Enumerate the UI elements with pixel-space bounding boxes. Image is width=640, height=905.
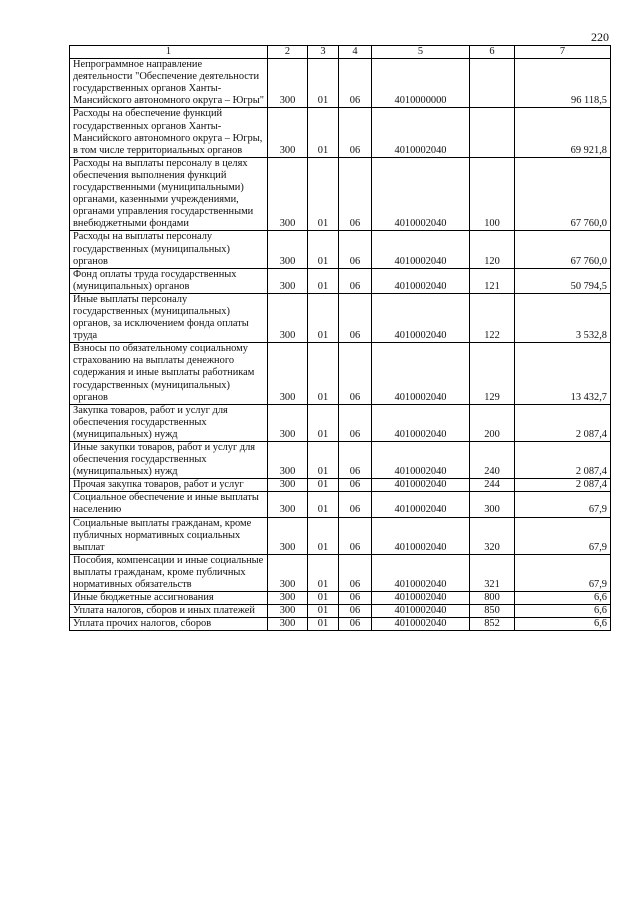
table-row <box>70 157 611 231</box>
row-csr-cell: 4010002040 <box>372 492 470 517</box>
row-name-cell: Пособия, компенсации и иные социальные выплаты гражданам, кроме публичных нормативных обязательств <box>70 554 268 591</box>
row-csr-cell: 4010002040 <box>372 108 470 157</box>
row-section-cell: 01 <box>308 343 339 404</box>
page-number: 220 <box>591 30 609 44</box>
row-subsection-cell: 06 <box>339 442 372 479</box>
row-sum-cell: 67 760,0 <box>515 231 611 268</box>
row-csr-cell: 4010002040 <box>372 343 470 404</box>
row-name-cell: Непрограммное направление деятельности "Обеспечение деятельности государственных органов Ханты-Мансийского автономного округа – Югры" <box>70 59 268 108</box>
row-section-cell: 01 <box>308 59 339 108</box>
table-row <box>70 268 611 293</box>
row-grbs-cell: 300 <box>268 517 308 554</box>
row-vr-cell <box>470 59 515 108</box>
row-section-cell: 01 <box>308 268 339 293</box>
table-row <box>70 554 611 591</box>
row-grbs-cell: 300 <box>268 404 308 441</box>
table-row <box>70 59 611 108</box>
table-row <box>70 492 611 517</box>
row-sum-cell: 6,6 <box>515 618 611 631</box>
row-name-cell: Иные закупки товаров, работ и услуг для обеспечения государственных (муниципальных) нужд <box>70 442 268 479</box>
row-subsection-cell: 06 <box>339 554 372 591</box>
row-grbs-cell: 300 <box>268 108 308 157</box>
table-row <box>70 404 611 441</box>
row-name-cell: Расходы на обеспечение функций государственных органов Ханты-Мансийского автономного округа – Югры, в том числе территориальных органов <box>70 108 268 157</box>
row-csr-cell: 4010002040 <box>372 157 470 231</box>
row-name-cell: Прочая закупка товаров, работ и услуг <box>70 479 268 492</box>
row-sum-cell: 96 118,5 <box>515 59 611 108</box>
row-subsection-cell: 06 <box>339 343 372 404</box>
row-section-cell: 01 <box>308 108 339 157</box>
row-name-cell: Иные выплаты персоналу государственных (муниципальных) органов, за исключением фонда оплаты труда <box>70 293 268 342</box>
row-vr-cell: 200 <box>470 404 515 441</box>
row-grbs-cell: 300 <box>268 479 308 492</box>
row-name-cell: Закупка товаров, работ и услуг для обеспечения государственных (муниципальных) нужд <box>70 404 268 441</box>
row-sum-cell: 3 532,8 <box>515 293 611 342</box>
row-csr-cell: 4010002040 <box>372 517 470 554</box>
row-vr-cell: 100 <box>470 157 515 231</box>
row-subsection-cell: 06 <box>339 108 372 157</box>
row-subsection-cell: 06 <box>339 231 372 268</box>
col-header-4: 4 <box>339 46 372 59</box>
row-csr-cell: 4010002040 <box>372 618 470 631</box>
header-row <box>70 46 611 59</box>
row-grbs-cell: 300 <box>268 618 308 631</box>
row-subsection-cell: 06 <box>339 268 372 293</box>
row-sum-cell: 67,9 <box>515 492 611 517</box>
row-subsection-cell: 06 <box>339 492 372 517</box>
row-csr-cell: 4010002040 <box>372 293 470 342</box>
row-sum-cell: 69 921,8 <box>515 108 611 157</box>
row-subsection-cell: 06 <box>339 479 372 492</box>
row-grbs-cell: 300 <box>268 554 308 591</box>
row-csr-cell: 4010002040 <box>372 605 470 618</box>
row-sum-cell: 67,9 <box>515 554 611 591</box>
row-name-cell: Расходы на выплаты персоналу государственных (муниципальных) органов <box>70 231 268 268</box>
row-subsection-cell: 06 <box>339 592 372 605</box>
table-row <box>70 108 611 157</box>
row-grbs-cell: 300 <box>268 268 308 293</box>
col-header-6: 6 <box>470 46 515 59</box>
table-row <box>70 231 611 268</box>
row-section-cell: 01 <box>308 618 339 631</box>
row-section-cell: 01 <box>308 231 339 268</box>
row-vr-cell: 129 <box>470 343 515 404</box>
row-section-cell: 01 <box>308 592 339 605</box>
row-csr-cell: 4010002040 <box>372 231 470 268</box>
row-vr-cell: 320 <box>470 517 515 554</box>
row-section-cell: 01 <box>308 554 339 591</box>
row-sum-cell: 2 087,4 <box>515 404 611 441</box>
row-section-cell: 01 <box>308 293 339 342</box>
table-row <box>70 618 611 631</box>
table-row <box>70 293 611 342</box>
row-section-cell: 01 <box>308 442 339 479</box>
row-name-cell: Фонд оплаты труда государственных (муниципальных) органов <box>70 268 268 293</box>
row-vr-cell <box>470 108 515 157</box>
row-vr-cell: 850 <box>470 605 515 618</box>
row-vr-cell: 121 <box>470 268 515 293</box>
row-sum-cell: 50 794,5 <box>515 268 611 293</box>
row-csr-cell: 4010002040 <box>372 404 470 441</box>
row-name-cell: Расходы на выплаты персоналу в целях обеспечения выполнения функций государственными (муниципальными) органами, казенными учреждениями, органами управления государственными внебюджетными фондами <box>70 157 268 231</box>
row-sum-cell: 13 432,7 <box>515 343 611 404</box>
row-grbs-cell: 300 <box>268 442 308 479</box>
row-vr-cell: 321 <box>470 554 515 591</box>
row-csr-cell: 4010002040 <box>372 554 470 591</box>
row-name-cell: Социальное обеспечение и иные выплаты населению <box>70 492 268 517</box>
row-name-cell: Взносы по обязательному социальному страхованию на выплаты денежного содержания и иные выплаты работникам государственных (муниципальных) органов <box>70 343 268 404</box>
row-csr-cell: 4010000000 <box>372 59 470 108</box>
row-subsection-cell: 06 <box>339 618 372 631</box>
col-header-2: 2 <box>268 46 308 59</box>
col-header-1: 1 <box>70 46 268 59</box>
row-grbs-cell: 300 <box>268 592 308 605</box>
row-subsection-cell: 06 <box>339 404 372 441</box>
row-vr-cell: 852 <box>470 618 515 631</box>
row-section-cell: 01 <box>308 404 339 441</box>
row-sum-cell: 2 087,4 <box>515 442 611 479</box>
row-grbs-cell: 300 <box>268 293 308 342</box>
table-row <box>70 479 611 492</box>
row-vr-cell: 300 <box>470 492 515 517</box>
row-vr-cell: 800 <box>470 592 515 605</box>
row-vr-cell: 120 <box>470 231 515 268</box>
row-grbs-cell: 300 <box>268 605 308 618</box>
row-subsection-cell: 06 <box>339 293 372 342</box>
row-vr-cell: 122 <box>470 293 515 342</box>
row-csr-cell: 4010002040 <box>372 268 470 293</box>
row-subsection-cell: 06 <box>339 59 372 108</box>
table-row <box>70 592 611 605</box>
row-grbs-cell: 300 <box>268 231 308 268</box>
row-grbs-cell: 300 <box>268 343 308 404</box>
row-sum-cell: 67 760,0 <box>515 157 611 231</box>
row-name-cell: Уплата налогов, сборов и иных платежей <box>70 605 268 618</box>
row-sum-cell: 2 087,4 <box>515 479 611 492</box>
row-subsection-cell: 06 <box>339 157 372 231</box>
row-csr-cell: 4010002040 <box>372 592 470 605</box>
row-grbs-cell: 300 <box>268 59 308 108</box>
row-section-cell: 01 <box>308 517 339 554</box>
row-vr-cell: 240 <box>470 442 515 479</box>
row-vr-cell: 244 <box>470 479 515 492</box>
row-section-cell: 01 <box>308 479 339 492</box>
row-subsection-cell: 06 <box>339 605 372 618</box>
row-section-cell: 01 <box>308 605 339 618</box>
row-section-cell: 01 <box>308 157 339 231</box>
row-grbs-cell: 300 <box>268 157 308 231</box>
row-grbs-cell: 300 <box>268 492 308 517</box>
row-csr-cell: 4010002040 <box>372 442 470 479</box>
table-row <box>70 343 611 404</box>
row-name-cell: Социальные выплаты гражданам, кроме публичных нормативных социальных выплат <box>70 517 268 554</box>
table-row <box>70 442 611 479</box>
table-row <box>70 605 611 618</box>
row-sum-cell: 6,6 <box>515 592 611 605</box>
table-row <box>70 517 611 554</box>
col-header-3: 3 <box>308 46 339 59</box>
row-sum-cell: 6,6 <box>515 605 611 618</box>
row-name-cell: Уплата прочих налогов, сборов <box>70 618 268 631</box>
row-sum-cell: 67,9 <box>515 517 611 554</box>
row-subsection-cell: 06 <box>339 517 372 554</box>
row-csr-cell: 4010002040 <box>372 479 470 492</box>
col-header-5: 5 <box>372 46 470 59</box>
budget-table <box>69 45 611 631</box>
col-header-7: 7 <box>515 46 611 59</box>
row-name-cell: Иные бюджетные ассигнования <box>70 592 268 605</box>
row-section-cell: 01 <box>308 492 339 517</box>
